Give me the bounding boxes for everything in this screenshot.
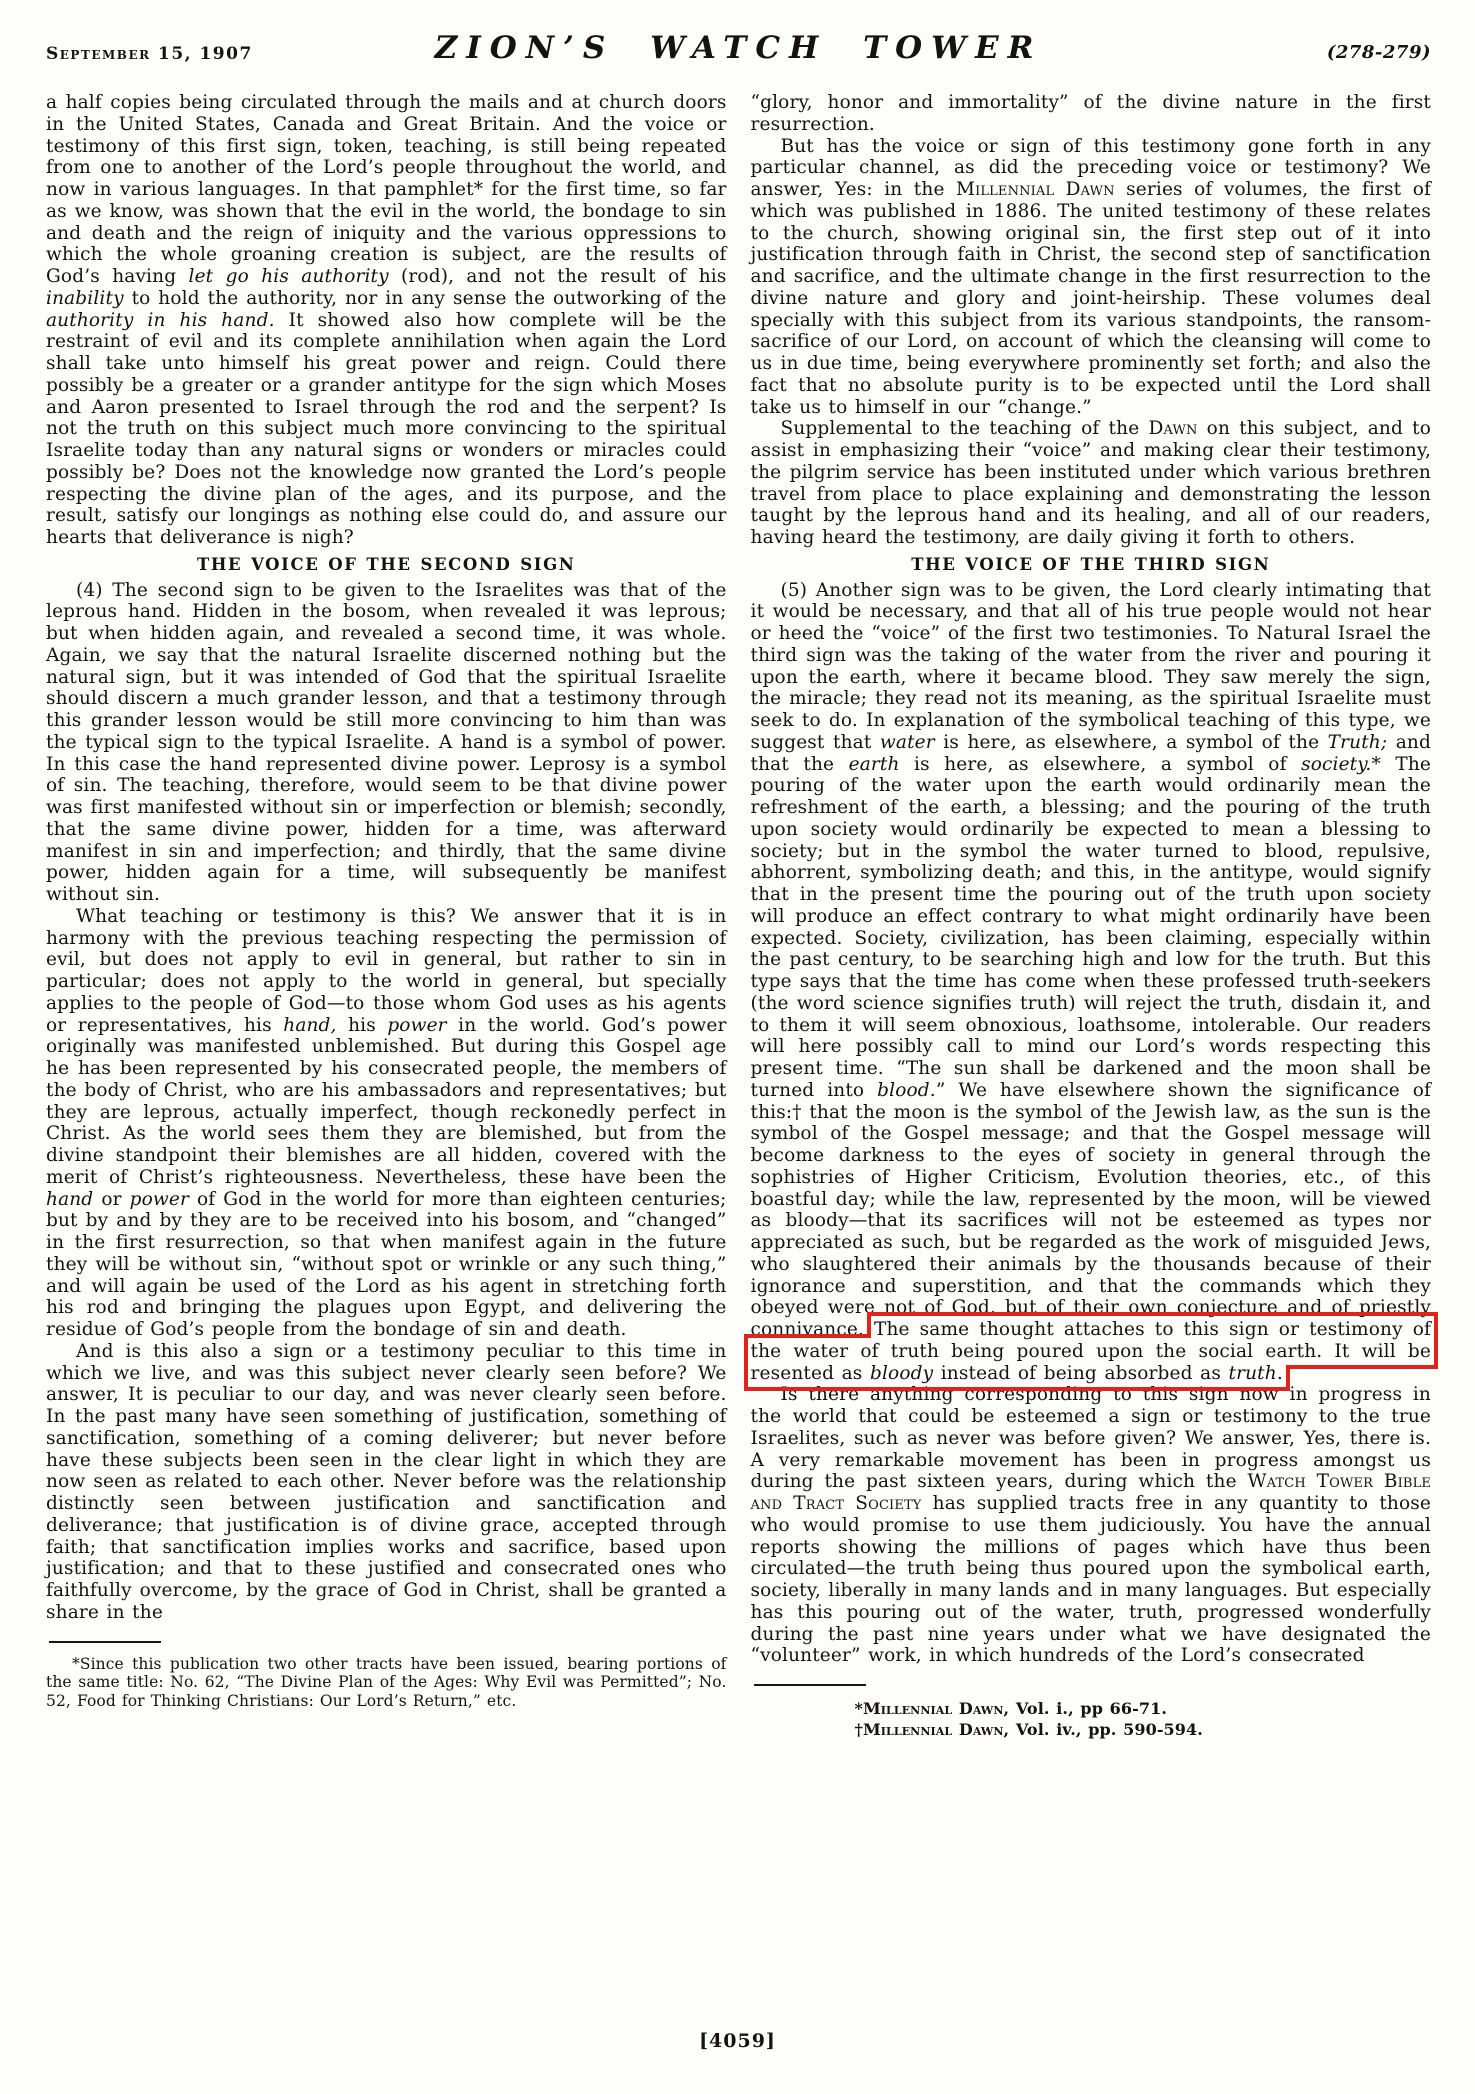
text-segment: The same thought attaches to this sign or testimony of the water of truth being poured upon the social earth. It will be resented as: [750, 1319, 1431, 1384]
text-segment: truth: [1228, 1362, 1277, 1384]
section-heading: THE VOICE OF THE THIRD SIGN: [911, 554, 1271, 574]
paragraph: [751, 136, 1432, 419]
text-segment: But has the voice or sign of this testimony gone forth in any particular channel, as did the preceding voice or testimony? We answer, Yes: in the: [750, 135, 1431, 200]
page-body: [46, 92, 1431, 1740]
text-segment: society.: [1301, 753, 1372, 775]
text-segment: to hold the authority, nor in any sense the outworking of the: [123, 287, 727, 309]
footnote: [855, 1698, 1432, 1719]
paragraph: [751, 418, 1432, 549]
text-segment: And is this also a sign or a testimony peculiar to this time in which we live, and was this subject never clearly seen before? We answer, It is peculiar to our day, and was never clearly seen before. In the past many have seen something of justification, something of sanctification, something of a coming deliverer; but never before have these subjects been seen in the clear light in which they are now seen as related to each other. Never before was the relationship distinctly seen between justification and sanctification and deliverance; that justification is of divine grace, accepted through faith; that sanctification implies works and sacrifice, based upon justification; and that to these justified and consecrated ones who faithfully overcome, by the grace of God in Christ, shall be granted a share in the: [46, 1340, 727, 1623]
paragraph: [46, 1341, 727, 1624]
text-segment: Millennial Dawn: [955, 179, 1115, 200]
text-segment: *: [854, 1699, 863, 1718]
text-segment: or: [93, 1188, 130, 1210]
text-segment: in the world. God’s power originally was manifested unblemished. But during this Gospel age he has been represented by his consecrated people, the members of the body of Christ, who are his ambassadors and representatives; but they are leprous, actually imperfect, though reckonedly perfect in Christ. As the world sees them they are blemished, but from the divine standpoint their blemishes are all hidden, covered with the merit of Christ’s righteousness. Nevertheless, these have been the: [46, 1014, 727, 1188]
text-segment: instead of being absorbed as: [933, 1362, 1229, 1384]
text-segment: It showed also how complete will be the restraint of evil and its complete annihilation when again the Lord shall take unto himself his great power and reign. Could there possibly be a greater or a grander antitype for the sign which Moses and Aaron presented to Israel through the rod and the serpent? Is not the truth on this subject much more convincing to the spiritual Israelite today than any natural signs or wonders or miracles could possibly be? Does not the knowledge now granted the Lord’s people respecting the divine plan of the ages, and its purpose, and the result, satisfy our longings as nothing else could do, and assure our hearts that deliverance is nigh?: [46, 309, 727, 548]
text-segment: his: [336, 1014, 388, 1036]
text-segment: (5) Another sign was to be given, the Lord clearly intimating that it would be necessary, and that all of his true people would not hear or heed the “voice” of the first two testimonies. To Natural Israel the third sign was the taking of the water from the river and pouring it upon the earth, where it became blood. They saw merely the sign, the miracle; they read not its meaning, as the spiritual Israelite must seek to do. In explanation of the symbolical teaching of this type, we suggest that: [750, 579, 1431, 753]
right-column: [751, 92, 1432, 1740]
paragraph: [751, 92, 1432, 136]
section-heading: THE VOICE OF THE SECOND SIGN: [196, 554, 576, 574]
text-segment: What teaching or testimony is this? We answer that it is in harmony with the previous teaching respecting the permission of evil, but does not apply to evil in general, but rather to sin in particular; does not apply to the world in general, but specially applies to the people of God—to those whom God uses as his agents or representatives, his: [46, 905, 727, 1036]
text-segment: on this subject, and to assist in emphasizing their “voice” and making clear their testimony, the pilgrim service has been instituted under which various brethren travel from place to place explaining and demonstrating the lesson taught by the leprous hand and its healing, and all of our readers, having heard the testimony, are daily giving it forth to others.: [750, 418, 1431, 548]
text-segment: †: [854, 1720, 863, 1739]
footnote-rule: [754, 1684, 866, 1686]
footnote: [46, 1655, 727, 1711]
text-segment: of God in the world for more than eighteen centuries; but by and by they are to be received into his bosom, and “changed” in the first resurrection, so that when manifest again in the future they will be without sin, “without spot or wrinkle or any such thing,” and will again be used of the Lord as his agent in stretching forth his rod and bringing the plagues upon Egypt, and delivering the residue of God’s people from the bondage of sin and death.: [46, 1188, 727, 1340]
paragraph: [751, 580, 1432, 1385]
text-segment: Is there anything corresponding to this sign now in progress in the world that could be esteemed a sign or testimony to the true Israelites, such as never was before given? We answer, Yes, there is. A very remarkable movement has been in progress amongst us during the past sixteen years, during which the: [750, 1384, 1431, 1493]
text-segment: * The pouring of the water upon the earth would ordinarily mean the refreshment of the earth, a blessing; and the pouring of the truth upon society would ordinarily be expected to mean a blessing to society; but in the symbol the water turned to blood, repulsive, abhorrent, symbolizing death; and this, in the antitype, would signify that in the present time the pouring out of the truth upon society will produce an effect contrary to what might ordinarily have been expected. Society, civilization, has been claiming, especially within the past century, to be searching high and low for the truth. But this type says that the time has come when these professed truth-seekers (the word science signifies truth) will reject the truth, disdain it, and to them it will seem obnoxious, loathsome, intolerable. Our readers will here possibly call to mind our Lord’s words respecting this present time. “The sun shall be darkened and the moon shall be turned into: [750, 753, 1431, 1101]
text-segment: inability: [46, 287, 124, 309]
issue-date: September 15, 1907: [46, 44, 253, 64]
text-segment: Vol. i., pp 66-71.: [1009, 1699, 1168, 1718]
text-segment: power: [387, 1014, 447, 1036]
paragraph: [46, 92, 727, 549]
text-segment: water: [879, 731, 935, 753]
text-segment: hand,: [283, 1014, 337, 1036]
text-segment: Millennial Dawn,: [862, 1699, 1010, 1718]
text-segment: blood.: [877, 1079, 936, 1101]
paragraph: [46, 580, 727, 906]
text-segment: Dawn: [1148, 418, 1198, 440]
text-segment: authority in his hand.: [46, 309, 275, 331]
text-segment: (rod), and not the result of his: [388, 266, 727, 287]
text-segment: Millennial Dawn,: [862, 1720, 1010, 1739]
text-segment: is here, as elsewhere, a symbol of the: [934, 731, 1328, 753]
text-segment: and that the: [750, 731, 1431, 775]
publication-title: ZION’S WATCH TOWER: [434, 30, 1043, 66]
text-segment: hand: [46, 1188, 94, 1210]
text-segment: Supplemental to the teaching of the: [780, 418, 1149, 440]
footnote-rule: [49, 1641, 161, 1643]
paragraph: [751, 1384, 1432, 1667]
text-segment: Vol. iv., pp. 590-594.: [1009, 1720, 1203, 1739]
paragraph: [46, 906, 727, 1341]
text-segment: .: [1276, 1362, 1283, 1384]
text-segment: let go his authority: [188, 266, 389, 287]
page-number: [4059]: [699, 2030, 776, 2052]
text-segment: a half copies being circulated through the mails and at church doors in the United States, Canada and Great Britain. And the voice or testimony of this first sign, token, teaching, is still being repeated from one to another of the Lord’s people throughout the world, and now in various languages. In that pamphlet* for the first time, so far as we know, was shown that the evil in the world, the bondage to sin and death and the reign of iniquity and the various oppressions to which the whole groaning creation is subject, are the results of God’s having: [46, 92, 727, 287]
text-segment: *Since this publication two other tracts have been issued, bearing portions of the same title: No. 62, “The Divine Plan of the Ages: Why Evil was Permitted”; No. 52, Food for Thinking Christians: Our Lord’s Return,” etc.: [46, 1654, 727, 1710]
text-segment: is here, as elsewhere, a symbol of: [899, 753, 1302, 775]
text-segment: Truth;: [1327, 731, 1388, 753]
text-segment: has supplied tracts free in any quantity to those who would promise to use them judiciously. You have the annual reports showing the millions of pages which have thus been circulated—the truth being thus poured upon the symbolical earth, society, liberally in many lands and in many languages. But especially has this pouring out of the water, truth, progressed wonderfully during the past nine years under what we have designated the “volunteer” work, in which hundreds of the Lord’s consecrated: [750, 1493, 1431, 1667]
text-segment: bloody: [869, 1362, 934, 1384]
text-segment: ” We have elsewhere shown the significance of this:† that the moon is the symbol of the Jewish law, as the sun is the symbol of the Gospel message; and that the Gospel message will become darkness to the eyes of society in general through the sophistries of Higher Criticism, Evolution theories, etc., of this boastful day; while the law, represented by the moon, will be viewed as bloody—that its sacrifices will not be esteemed as types nor appreciated as such, but be regarded as the work of misguided Jews, who slaughtered their animals by the thousands because of their ignorance and superstition, and that the commands which they obeyed were not of God, but of their own conjecture and of priestly connivance.: [750, 1079, 1431, 1340]
left-column: [46, 92, 727, 1740]
page-header: [46, 30, 1431, 78]
text-segment: (4) The second sign to be given to the Israelites was that of the leprous hand. Hidden in the bosom, when revealed it was leprous; but when hidden again, and revealed a second time, it was whole. Again, we say that the natural Israelite discerned nothing but the natural sign, but it was intended of God that the spiritual Israelite should discern a much grander lesson, and that a testimony through this grander lesson would be still more convincing to him than was the typical sign to the typical Israelite. A hand is a symbol of power. In this case the hand represented divine power. Leprosy is a symbol of sin. The teaching, therefore, would seem to be that divine power was first manifested without sin or imperfection or blemish; secondly, that the same divine power, hidden for a time, was afterward manifest in sin and imperfection; and thirdly, that the same divine power, hidden again for a time, will subsequently be manifest without sin.: [46, 579, 727, 905]
page-reference: (278-279): [1326, 42, 1431, 63]
footnote: [855, 1719, 1432, 1740]
text-segment: series of volumes, the first of which was published in 1886. The united testimony of these relates to the church, showing original sin, the first step out of it into justification through faith in Christ, the second step of sanctification and sacrifice, and the ultimate change in the first resurrection to the divine nature and glory and joint-heirship. These volumes deal specially with this subject from its various standpoints, the ransom-sacrifice of our Lord, on account of which the cleansing will come to us in due time, being everywhere prominently set forth; and also the fact that no absolute purity is to be expected until the Lord shall take us to himself in our “change.”: [750, 179, 1431, 418]
text-segment: “glory, honor and immortality” of the divine nature in the first resurrection.: [750, 92, 1431, 135]
text-segment: earth: [848, 753, 900, 775]
text-segment: power: [129, 1188, 189, 1210]
text-segment: Watch Tower Bible and Tract Society: [750, 1471, 1431, 1514]
